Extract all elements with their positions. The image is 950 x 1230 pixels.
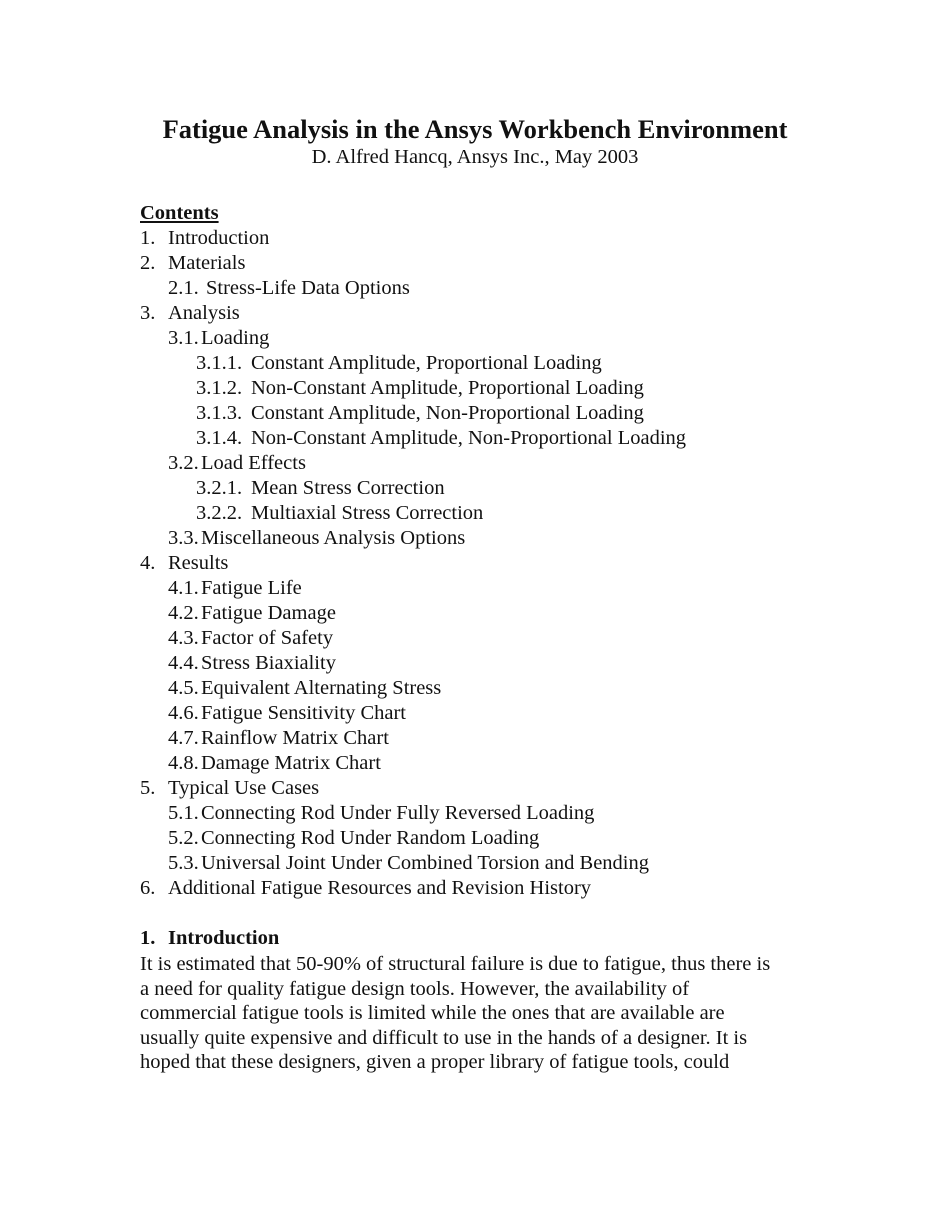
toc-item xyxy=(140,501,860,526)
paragraph-line: hoped that these designers, given a proper library of fatigue tools, could xyxy=(140,1051,730,1073)
toc-item-label: Miscellaneous Analysis Options xyxy=(201,527,466,549)
toc-item-number: 4.2. xyxy=(168,602,199,624)
toc-item-number: 3.2. xyxy=(168,452,199,474)
toc-item-number: 3.3. xyxy=(168,527,199,549)
toc-item-label: Mean Stress Correction xyxy=(251,477,445,499)
toc-item xyxy=(140,651,860,676)
toc-item xyxy=(140,426,860,451)
toc-item xyxy=(140,301,860,326)
toc-item xyxy=(140,401,860,426)
toc-item xyxy=(140,451,860,476)
toc-item xyxy=(140,276,860,301)
toc-item-number: 2. xyxy=(140,252,156,274)
toc-item-number: 4. xyxy=(140,552,156,574)
toc-item xyxy=(140,251,860,276)
toc-item-number: 3.1.2. xyxy=(196,377,243,399)
toc-item-label: Stress-Life Data Options xyxy=(206,277,410,299)
toc-item-number: 5.3. xyxy=(168,852,199,874)
section-title: Introduction xyxy=(168,927,280,949)
toc-item-number: 3.1.3. xyxy=(196,402,243,424)
toc-item-number: 4.5. xyxy=(168,677,199,699)
toc-item-label: Damage Matrix Chart xyxy=(201,752,381,774)
toc-item xyxy=(140,326,860,351)
toc-item-number: 4.8. xyxy=(168,752,199,774)
paragraph-line: It is estimated that 50-90% of structural failure is due to fatigue, thus there is xyxy=(140,953,771,975)
toc-item-label: Additional Fatigue Resources and Revision History xyxy=(168,877,592,899)
toc-item-label: Multiaxial Stress Correction xyxy=(251,502,484,524)
toc-item-label: Typical Use Cases xyxy=(168,777,320,799)
toc-item xyxy=(140,876,860,901)
toc-item-number: 4.1. xyxy=(168,577,199,599)
paragraph-line: commercial fatigue tools is limited while the ones that are available are xyxy=(140,1002,725,1024)
paragraph-line: a need for quality fatigue design tools. However, the availability of xyxy=(140,977,690,1000)
toc-item-number: 5.1. xyxy=(168,802,199,824)
toc-item xyxy=(140,776,860,801)
toc-item xyxy=(140,726,860,751)
toc-item-label: Connecting Rod Under Random Loading xyxy=(201,827,540,849)
toc-item-number: 3.2.2. xyxy=(196,502,243,524)
toc-item xyxy=(140,526,860,551)
toc-item-number: 5.2. xyxy=(168,827,199,849)
toc-item xyxy=(140,601,860,626)
toc-item-number: 2.1. xyxy=(168,277,199,299)
toc-item xyxy=(140,801,860,826)
toc-item-label: Connecting Rod Under Fully Reversed Loading xyxy=(201,802,595,824)
introduction-body xyxy=(140,952,830,1075)
table-of-contents xyxy=(140,226,860,901)
author-line: D. Alfred Hancq, Ansys Inc., May 2003 xyxy=(311,146,639,168)
toc-item-label: Constant Amplitude, Proportional Loading xyxy=(251,352,602,374)
toc-item-label: Materials xyxy=(168,252,246,274)
toc-item-number: 6. xyxy=(140,877,156,899)
toc-item xyxy=(140,351,860,376)
toc-item xyxy=(140,626,860,651)
toc-item-number: 4.3. xyxy=(168,627,199,649)
toc-item-number: 3.2.1. xyxy=(196,477,243,499)
toc-item-label: Analysis xyxy=(168,302,240,324)
toc-item-number: 4.6. xyxy=(168,702,199,724)
toc-item-label: Fatigue Life xyxy=(201,577,302,599)
toc-item-label: Factor of Safety xyxy=(201,627,334,649)
toc-item-number: 4.4. xyxy=(168,652,199,674)
toc-item-label: Results xyxy=(168,552,229,574)
document-title: Fatigue Analysis in the Ansys Workbench Environment xyxy=(162,114,788,144)
toc-item-number: 1. xyxy=(140,227,156,249)
toc-item xyxy=(140,576,860,601)
toc-item xyxy=(140,226,860,251)
toc-item-label: Introduction xyxy=(168,227,270,249)
toc-item-label: Loading xyxy=(201,327,270,349)
toc-item xyxy=(140,376,860,401)
toc-item-number: 4.7. xyxy=(168,727,199,749)
toc-item-label: Stress Biaxiality xyxy=(201,652,336,674)
toc-item xyxy=(140,851,860,876)
toc-item-label: Rainflow Matrix Chart xyxy=(201,727,389,749)
toc-item-label: Non-Constant Amplitude, Non-Proportional Loading xyxy=(251,427,687,449)
toc-item-number: 3.1.4. xyxy=(196,427,243,449)
toc-item-label: Universal Joint Under Combined Torsion and Bending xyxy=(201,852,649,874)
toc-item-label: Load Effects xyxy=(201,452,306,474)
toc-item xyxy=(140,476,860,501)
paragraph-line: usually quite expensive and difficult to use in the hands of a designer. It is xyxy=(140,1026,748,1049)
toc-item-label: Non-Constant Amplitude, Proportional Loading xyxy=(251,377,644,399)
toc-item-number: 3.1.1. xyxy=(196,352,243,374)
toc-item-number: 3.1. xyxy=(168,327,199,349)
toc-item-number: 5. xyxy=(140,777,156,799)
toc-item xyxy=(140,551,860,576)
toc-item-label: Fatigue Damage xyxy=(201,602,336,624)
toc-item xyxy=(140,751,860,776)
toc-item xyxy=(140,676,860,701)
contents-heading: Contents xyxy=(140,202,219,224)
toc-item xyxy=(140,701,860,726)
toc-item-label: Constant Amplitude, Non-Proportional Loading xyxy=(251,402,644,424)
toc-item xyxy=(140,826,860,851)
toc-item-label: Fatigue Sensitivity Chart xyxy=(201,702,406,724)
section-number: 1. xyxy=(140,927,156,949)
toc-item-label: Equivalent Alternating Stress xyxy=(201,677,442,699)
toc-item-number: 3. xyxy=(140,302,156,324)
